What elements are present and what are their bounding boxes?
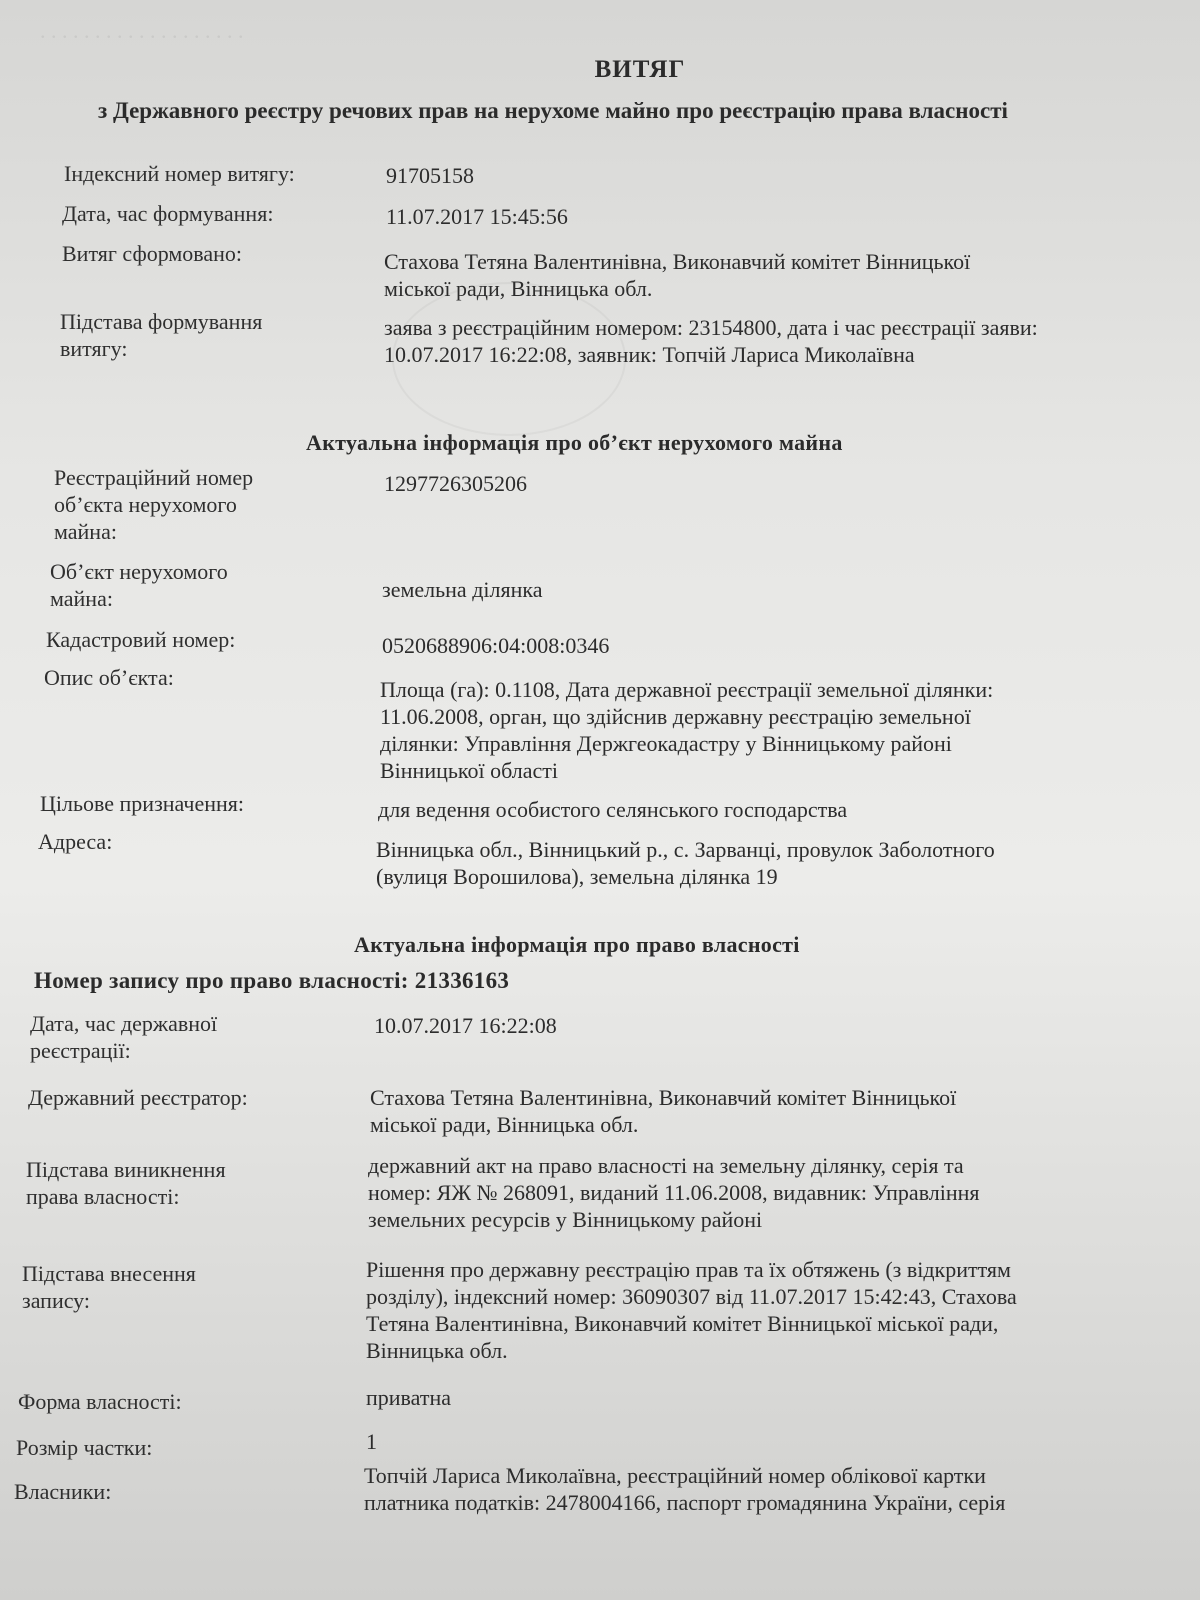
field-label-ownership-basis: Підстава виникнення права власності: — [26, 1157, 226, 1209]
field-value-formation-basis: заява з реєстраційним номером: 23154800, дата і час реєстрації заяви: 10.07.2017 16:22:08, заявник: Топчій Лариса Миколаївна — [384, 315, 1038, 367]
field-label-owners: Власники: — [14, 1479, 112, 1504]
field-label-object-type: Об’єкт нерухомого майна: — [50, 559, 228, 611]
field-value-object-reg-number: 1297726305206 — [384, 471, 527, 496]
field-value-entry-basis: Рішення про державну реєстрацію прав та їх обтяжень (з відкриттям розділу), індексний номер: 36090307 від 11.07.2017 15:42:43, Стахова Тетяна Валентинівна, Виконавчий комітет Вінницької міської ради, Вінницька обл. — [366, 1257, 1017, 1363]
field-label-purpose: Цільове призначення: — [40, 791, 245, 816]
field-value-address: Вінницька обл., Вінницький р., с. Зарванці, провулок Заболотного (вулиця Ворошилова), земельна ділянка 19 — [376, 837, 995, 889]
field-label-extract-index: Індексний номер витягу: — [64, 161, 295, 186]
field-value-formation-datetime: 11.07.2017 15:45:56 — [386, 204, 568, 229]
field-label-address: Адреса: — [38, 829, 113, 854]
field-label-entry-basis: Підстава внесення запису: — [22, 1261, 196, 1313]
field-label-registration-datetime: Дата, час державної реєстрації: — [30, 1011, 218, 1063]
field-value-ownership-form: приватна — [366, 1385, 451, 1410]
field-label-object-reg-number: Реєстраційний номер об’єкта нерухомого майна: — [54, 465, 254, 544]
field-label-formation-datetime: Дата, час формування: — [62, 201, 274, 226]
section-heading-ownership: Актуальна інформація про право власності — [354, 932, 800, 957]
field-value-owners: Топчій Лариса Миколаївна, реєстраційний номер облікової картки платника податків: 2478004166, паспорт громадянина України, серія — [364, 1463, 1006, 1515]
field-label-ownership-form: Форма власності: — [18, 1389, 182, 1414]
field-label-cadastral-number: Кадастровий номер: — [46, 627, 236, 652]
field-value-registration-datetime: 10.07.2017 16:22:08 — [374, 1013, 557, 1038]
field-value-share-size: 1 — [366, 1429, 377, 1454]
ownership-record-number: Номер запису про право власності: 21336163 — [34, 968, 510, 993]
field-value-ownership-basis: державний акт на право власності на земельну ділянку, серія та номер: ЯЖ № 268091, виданий 11.06.2008, видавник: Управління земельних ресурсів у Вінницькому районі — [368, 1153, 980, 1232]
field-value-object-description: Площа (га): 0.1108, Дата державної реєстрації земельної ділянки: 11.06.2008, орган, що здійснив державну реєстрацію земельної ділянки: Управління Держгеокадастру у Вінницькому районі Вінницької області — [380, 677, 994, 783]
field-value-registrar: Стахова Тетяна Валентинівна, Виконавчий комітет Вінницької міської ради, Вінницька обл. — [370, 1085, 957, 1137]
field-label-registrar: Державний реєстратор: — [28, 1085, 248, 1110]
field-label-share-size: Розмір частки: — [16, 1435, 153, 1460]
field-label-formed-by: Витяг сформовано: — [62, 241, 243, 266]
field-value-cadastral-number: 0520688906:04:008:0346 — [382, 633, 610, 658]
field-label-object-description: Опис об’єкта: — [44, 665, 174, 690]
field-value-purpose: для ведення особистого селянського господарства — [378, 797, 848, 822]
field-value-extract-index: 91705158 — [386, 163, 474, 188]
field-label-formation-basis: Підстава формування витягу: — [60, 309, 263, 361]
field-value-formed-by: Стахова Тетяна Валентинівна, Виконавчий комітет Вінницької міської ради, Вінницька обл. — [384, 249, 971, 301]
document-title: ВИТЯГ — [594, 56, 686, 83]
document-page: . . . . . . . . . . . . . . . . . . . ВИТЯГ з Державного реєстру речових прав на нерухоме майно про реєстрацію права власності Індексний номер витягу: 91705158 Дата, час формування: 11.07.2017 15:45:56 Витяг сформовано: Стахова Тетяна Валентинівна, Виконавчий комітет Вінницької міської ради, Вінницька обл. Підстава формування витягу: заява з реєстраційним номером: 23154800, дата і час реєстрації заяви: 10.07.2017 16:22:08, заявник: Топчій Лариса Миколаївна Актуальна інформація про об’єкт нерухомого майна Реєстраційний номер об’єкта нерухомого майна: 1297726305206 Об’єкт нерухомого майна: земельна ділянка Кадастровий номер: 0520688906:04:008:0346 Опис об’єкта: Площа (га): 0.1108, Дата державної реєстрації земельної ділянки: 11.06.2008, орган, що здійснив державну реєстрацію земельної ділянки: Управління Держгеокадастру у Вінницькому районі Вінницької області Цільове призначення: для ведення особистого селянського господарства Адреса: Вінницька обл., Вінницький р., с. Зарванці, провулок Заболотного (вулиця Ворошилова), земельна ділянка 19 Актуальна інформація про право власності Номер запису про право власності: 21336163 Дата, час державної реєстрації: 10.07.2017 16:22:08 Державний реєстратор: Стахова Тетяна Валентинівна, Виконавчий комітет Вінницької міської ради, Вінницька обл. Підстава виникнення права власності: державний акт на право власності на земельну ділянку, серія та номер: ЯЖ № 268091, виданий 11.06.2008, видавник: Управління земельних ресурсів у Вінницькому районі Підстава внесення запису: Рішення про державну реєстрацію прав та їх обтяжень (з відкриттям розділу), індексний номер: 36090307 від 11.07.2017 15:42:43, Стахова Тетяна Валентинівна, Виконавчий комітет Вінницької міської ради, Вінницька обл. Форма власності: приватна Розмір частки: 1 Власники: Топчій Лариса Миколаївна, реєстраційний номер облікової картки платника податків: 2478004166, паспорт громадянина України, серія — [0, 0, 1200, 1600]
field-value-object-type: земельна ділянка — [382, 577, 543, 602]
document-subtitle: з Державного реєстру речових прав на нерухоме майно про реєстрацію права власності — [98, 98, 1008, 123]
section-heading-object: Актуальна інформація про об’єкт нерухомого майна — [306, 430, 843, 455]
